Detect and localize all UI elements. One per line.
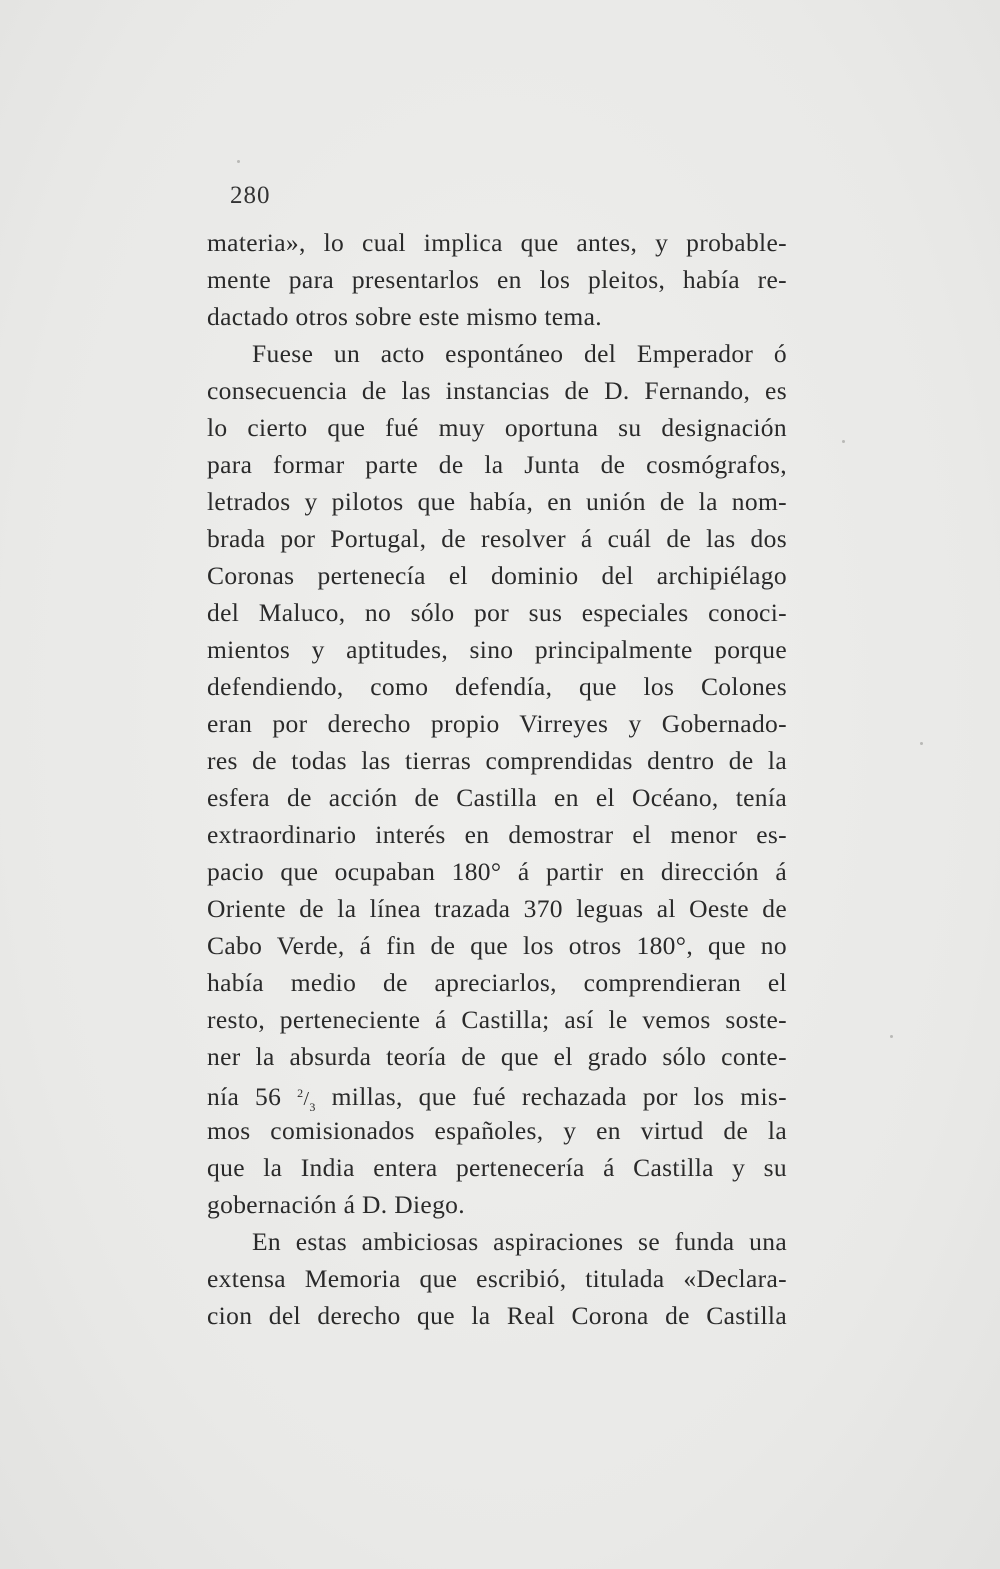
text-line: brada por Portugal, de resolver á cuál de las dos: [207, 524, 787, 553]
fraction-numerator: 2: [297, 1086, 304, 1100]
text-line: para formar parte de la Junta de cosmógrafos,: [207, 450, 787, 479]
text-line: materia», lo cual implica que antes, y probable-: [207, 228, 787, 257]
text-line: cion del derecho que la Real Corona de Castilla: [207, 1301, 787, 1330]
text-segment: nía 56: [207, 1082, 298, 1111]
fraction-slash: /: [303, 1088, 310, 1110]
text-line: mientos y aptitudes, sino principalmente porque: [207, 635, 787, 664]
paper-speck: [890, 1035, 893, 1038]
text-line: pacio que ocupaban 180° á partir en dirección á: [207, 857, 787, 886]
text-line: había medio de apreciarlos, comprendieran el: [207, 968, 787, 997]
paper-speck: [237, 160, 240, 163]
text-line: extensa Memoria que escribió, titulada «Declara-: [207, 1264, 787, 1293]
text-line: dactado otros sobre este mismo tema.: [207, 302, 603, 331]
text-line: Oriente de la línea trazada 370 leguas al Oeste de: [207, 894, 787, 923]
body-text: [207, 224, 787, 1334]
text-line: En estas ambiciosas aspiraciones se funda una: [252, 1227, 787, 1256]
text-line: mos comisionados españoles, y en virtud de la: [207, 1116, 787, 1145]
text-line: que la India entera pertenecería á Castilla y su: [207, 1153, 787, 1182]
text-line: Cabo Verde, á fin de que los otros 180°, que no: [207, 931, 787, 960]
text-line: mente para presentarlos en los pleitos, había re-: [207, 265, 787, 294]
text-line: gobernación á D. Diego.: [207, 1190, 466, 1219]
text-line: del Maluco, no sólo por sus especiales conoci-: [207, 598, 787, 627]
text-line: resto, perteneciente á Castilla; así le vemos soste-: [207, 1005, 787, 1034]
fraction: [297, 1086, 316, 1114]
text-line: lo cierto que fué muy oportuna su designación: [207, 413, 787, 442]
text-line: eran por derecho propio Virreyes y Gobernado-: [207, 709, 787, 738]
text-line: ner la absurda teoría de que el grado sólo conte-: [207, 1042, 787, 1071]
text-line: extraordinario interés en demostrar el menor es-: [207, 820, 787, 849]
text-line: Fuese un acto espontáneo del Emperador ó: [252, 339, 787, 368]
text-line: Coronas pertenecía el dominio del archipiélago: [207, 561, 787, 590]
paper-speck: [842, 440, 845, 443]
text-line: esfera de acción de Castilla en el Océano, tenía: [207, 783, 787, 812]
text-line: res de todas las tierras comprendidas dentro de la: [207, 746, 787, 775]
text-line: [207, 1075, 787, 1112]
text-line: consecuencia de las instancias de D. Fernando, es: [207, 376, 787, 405]
text-line: defendiendo, como defendía, que los Colones: [207, 672, 787, 701]
fraction-denominator: 3: [309, 1100, 316, 1114]
page-number: 280: [230, 182, 271, 209]
paper-speck: [920, 742, 923, 745]
text-segment: millas, que fué rechazada por los mis-: [315, 1082, 788, 1111]
text-line: letrados y pilotos que había, en unión de la nom-: [207, 487, 787, 516]
